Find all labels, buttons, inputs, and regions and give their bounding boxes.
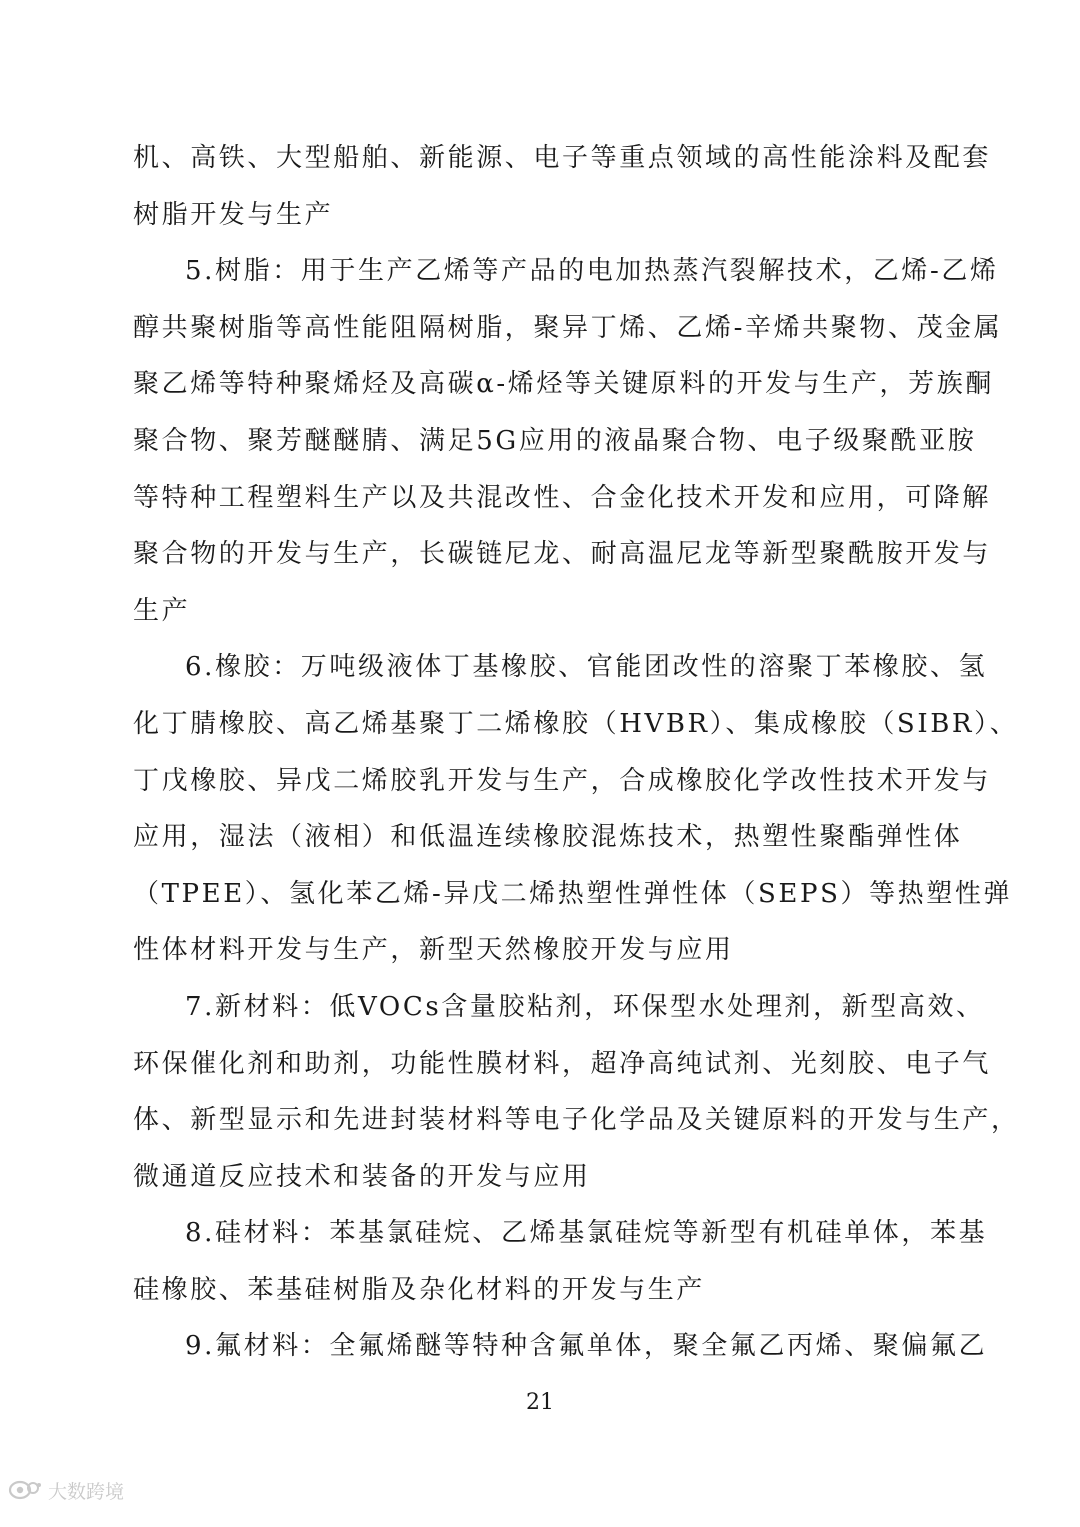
paragraph-start-resin: 5.树脂：用于生产乙烯等产品的电加热蒸汽裂解技术，乙烯-乙烯 <box>185 256 999 287</box>
text-line: 醇共聚树脂等高性能阻隔树脂，聚异丁烯、乙烯-辛烯共聚物、茂金属 <box>133 312 1003 343</box>
paragraph-start-new-materials: 7.新材料：低VOCs含量胶粘剂，环保型水处理剂，新型高效、 <box>185 991 985 1022</box>
text-line: 树脂开发与生产 <box>133 199 334 230</box>
paragraph-start-fluorine: 9.氟材料：全氟烯醚等特种含氟单体，聚全氟乙丙烯、聚偏氟乙 <box>185 1331 988 1362</box>
paragraph-start-rubber: 6.橡胶：万吨级液体丁基橡胶、官能团改性的溶聚丁苯橡胶、氢 <box>185 652 988 683</box>
text-line: 硅橡胶、苯基硅树脂及杂化材料的开发与生产 <box>133 1274 706 1305</box>
watermark-text: 大数跨境 <box>48 1480 125 1503</box>
text-line: 丁戊橡胶、异戊二烯胶乳开发与生产，合成橡胶化学改性技术开发与 <box>133 765 992 796</box>
text-line: 环保催化剂和助剂，功能性膜材料，超净高纯试剂、光刻胶、电子气 <box>133 1048 992 1079</box>
document-body <box>133 130 1020 1375</box>
text-line: 化丁腈橡胶、高乙烯基聚丁二烯橡胶（HVBR）、集成橡胶（SIBR）、 <box>133 708 1019 739</box>
text-line: 聚乙烯等特种聚烯烃及高碳α-烯烃等关键原料的开发与生产，芳族酮 <box>133 369 994 400</box>
text-line: 聚合物、聚芳醚醚腈、满足5G应用的液晶聚合物、电子级聚酰亚胺 <box>133 425 977 456</box>
text-line: 应用，湿法（液相）和低温连续橡胶混炼技术，热塑性聚酯弹性体 <box>133 822 963 853</box>
text-line: 聚合物的开发与生产，长碳链尼龙、耐高温尼龙等新型聚酰胺开发与 <box>133 539 992 570</box>
text-line: 生产 <box>133 595 191 626</box>
text-line: 体、新型显示和先进封装材料等电子化学品及关键原料的开发与生产， <box>133 1105 1020 1136</box>
text-line: 微通道反应技术和装备的开发与应用 <box>133 1161 591 1192</box>
eye-logo-icon <box>8 1479 42 1501</box>
text-line: 等特种工程塑料生产以及共混改性、合金化技术开发和应用，可降解 <box>133 482 992 513</box>
page-number: 21 <box>526 1390 554 1415</box>
text-line: 机、高铁、大型船舶、新能源、电子等重点领域的高性能涂料及配套 <box>133 143 992 173</box>
watermark <box>8 1474 124 1506</box>
paragraph-start-silicon: 8.硅材料：苯基氯硅烷、乙烯基氯硅烷等新型有机硅单体，苯基 <box>185 1218 988 1249</box>
text-line: （TPEE）、氢化苯乙烯-异戊二烯热塑性弹性体（SEPS）等热塑性弹 <box>133 878 1013 909</box>
text-line: 性体材料开发与生产，新型天然橡胶开发与应用 <box>133 935 734 966</box>
